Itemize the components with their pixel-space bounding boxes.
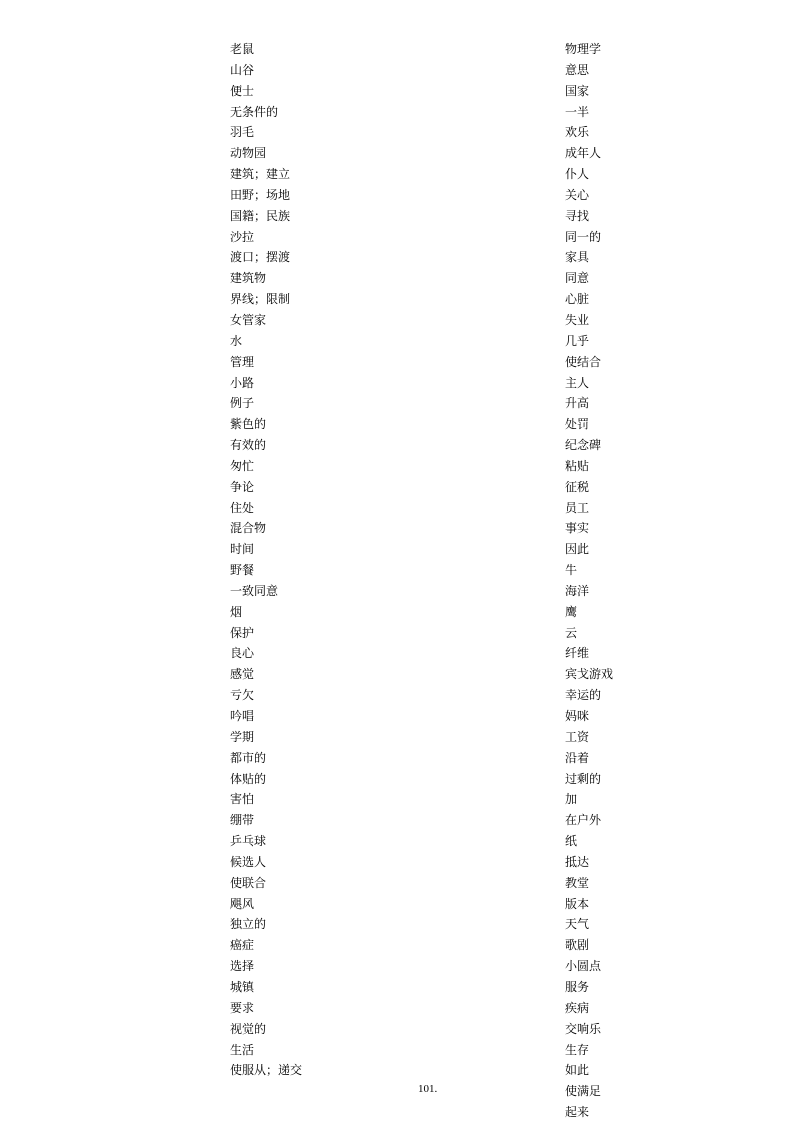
word-item: 工资 [565,729,590,744]
word-item: 歌剧 [565,938,590,953]
word-item: 紫色的 [230,417,267,432]
word-item: 一半 [565,104,590,119]
word-item: 羽毛 [230,125,255,140]
word-item: 同一的 [565,229,602,244]
word-item: 纸 [565,834,578,849]
word-item: 天气 [565,917,590,932]
page-number: 101. [418,1083,438,1095]
word-item: 纪念碑 [565,438,602,453]
word-item: 失业 [565,312,590,327]
word-item: 选择 [230,959,255,974]
word-item: 因此 [565,542,590,557]
word-item: 时间 [230,542,255,557]
word-item: 抵达 [565,854,590,869]
word-item: 鹰 [565,604,578,619]
word-item: 癌症 [230,938,255,953]
word-item: 渡口；摆渡 [230,250,291,265]
word-item: 生活 [230,1042,255,1057]
word-item: 城镇 [230,979,255,994]
word-item: 感觉 [230,667,255,682]
word-item: 一致同意 [230,583,279,598]
word-item: 沿着 [565,750,590,765]
word-item: 住处 [230,500,255,515]
word-item: 水 [230,333,243,348]
word-item: 都市的 [230,750,267,765]
word-item: 视觉的 [230,1021,267,1036]
word-item: 绷带 [230,813,255,828]
word-item: 野餐 [230,563,255,578]
word-item: 使满足 [565,1084,602,1099]
word-item: 沙拉 [230,229,255,244]
word-item: 几乎 [565,333,590,348]
word-item: 飓风 [230,896,255,911]
word-item: 国籍；民族 [230,208,291,223]
word-item: 交响乐 [565,1021,602,1036]
word-item: 纤维 [565,646,590,661]
word-item: 加 [565,792,578,807]
word-item: 良心 [230,646,255,661]
word-item: 独立的 [230,917,267,932]
word-item: 小圆点 [565,959,602,974]
word-item: 国家 [565,83,590,98]
word-item: 同意 [565,271,590,286]
word-item: 候选人 [230,854,267,869]
word-item: 教堂 [565,875,590,890]
word-item: 云 [565,625,578,640]
word-item: 管理 [230,354,255,369]
left-word-column [230,39,302,1081]
word-item: 意思 [565,62,590,77]
word-item: 便士 [230,83,255,98]
word-item: 吟唱 [230,709,255,723]
word-item: 宾戈游戏 [565,667,614,682]
word-item: 关心 [565,187,590,202]
word-item: 成年人 [565,146,602,161]
word-item: 仆人 [565,167,590,182]
word-item: 田野；场地 [230,187,291,202]
word-item: 要求 [230,1000,255,1015]
word-item: 例子 [230,396,255,411]
word-item: 使结合 [565,354,602,369]
word-item: 建筑；建立 [230,167,291,182]
word-item: 妈咪 [565,709,590,723]
word-item: 学期 [230,729,255,744]
word-item: 处罚 [565,417,590,432]
word-item: 海洋 [565,583,590,598]
word-item: 粘贴 [565,458,590,473]
word-item: 主人 [565,375,590,390]
word-item: 保护 [230,625,255,640]
word-item: 有效的 [230,438,267,453]
word-item: 牛 [565,563,578,578]
word-item: 混合物 [230,521,267,536]
word-item: 体贴的 [230,771,267,786]
right-word-column [565,39,613,1123]
word-item: 匆忙 [230,458,255,473]
word-item: 服务 [565,979,590,994]
word-item: 小路 [230,375,255,390]
word-item: 烟 [230,604,243,619]
word-item: 员工 [565,500,590,515]
word-item: 亏欠 [230,688,255,703]
word-item: 心脏 [565,292,590,307]
word-item: 使联合 [230,875,267,890]
word-item: 家具 [565,250,590,265]
word-item: 寻找 [565,208,590,223]
word-item: 女管家 [230,312,267,327]
word-item: 疾病 [565,1000,590,1015]
word-item: 老鼠 [230,42,255,56]
word-item: 建筑物 [230,271,267,286]
word-item: 使服从；递交 [230,1063,303,1078]
word-item: 征税 [565,479,590,494]
word-item: 过剩的 [565,771,602,786]
word-item: 如此 [565,1063,590,1078]
word-item: 事实 [565,521,590,536]
word-item: 界线；限制 [230,292,291,307]
word-item: 动物园 [230,146,267,161]
word-item: 版本 [565,896,590,911]
word-item: 无条件的 [230,104,279,119]
word-item: 幸运的 [565,688,602,703]
word-item: 物理学 [565,42,602,56]
word-item: 欢乐 [565,125,590,140]
word-item: 生存 [565,1042,590,1057]
word-item: 山谷 [230,62,255,77]
word-item: 在户外 [565,813,602,828]
word-item: 升高 [565,396,590,411]
word-item: 起来 [565,1105,590,1120]
word-item: 乒乓球 [230,834,267,849]
word-item: 害怕 [230,792,255,807]
word-item: 争论 [230,479,255,494]
